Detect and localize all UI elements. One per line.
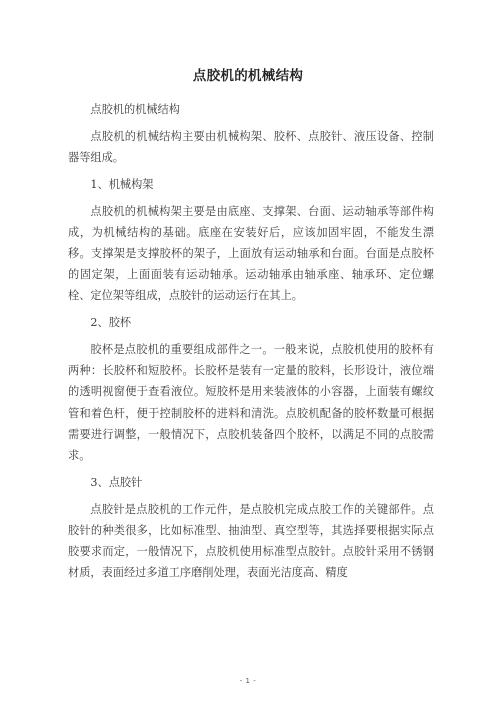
section-heading-needle: 3、点胶针 — [90, 475, 143, 489]
section-heading-cup: 2、胶杯 — [90, 316, 132, 330]
paragraph-intro: 点胶机的机械结构主要由机械构架、胶杯、点胶针、液压设备、控制器等组成。 — [68, 129, 434, 164]
document-body — [68, 99, 434, 589]
paragraph-needle: 点胶针是点胶机的工作元件，是点胶机完成点胶工作的关键部件。点胶针的种类很多，比如标准型、抽油型、真空型等，其选择要根据实际点胶要求而定，一般情况下，点胶机使用标准型点胶针。点胶针采用不锈钢材质，表面经过多道工序磨削处理，表面光洁度高、精度 — [68, 502, 434, 580]
paragraph-cup: 胶杯是点胶机的重要组成部件之一。一般来说，点胶机使用的胶杯有两种：长胶杯和短胶杯。长胶杯是装有一定量的胶料，长形设计，液位端的透明视窗便于查看液位。短胶杯是用来装液体的小容器，上面装有螺纹管和着色杆，便于控制胶杯的进料和清洗。点胶机配备的胶杯数量可根据需要进行调整，一般情况下，点胶机装备四个胶杯，以满足不同的点胶需求。 — [68, 343, 434, 463]
page-number: - 1 - — [239, 677, 257, 685]
paragraph-frame: 点胶机的机械构架主要是由底座、支撑架、台面、运动轴承等部件构成，为机械结构的基础。底座在安装好后，应该加固牢固，不能发生漂移。支撑架是支撑胶杯的架子，上面放有运动轴承和台面。台面是点胶杯的固定架，上面面装有运动轴承。运动轴承由轴承座、轴承环、定位螺栓、定位架等组成，点胶针的运动运行在其上。 — [68, 204, 434, 303]
section-heading-frame: 1、机械构架 — [90, 177, 154, 191]
document-title: 点胶机的机械结构 — [192, 68, 304, 84]
paragraph-subtitle: 点胶机的机械结构 — [90, 103, 180, 116]
